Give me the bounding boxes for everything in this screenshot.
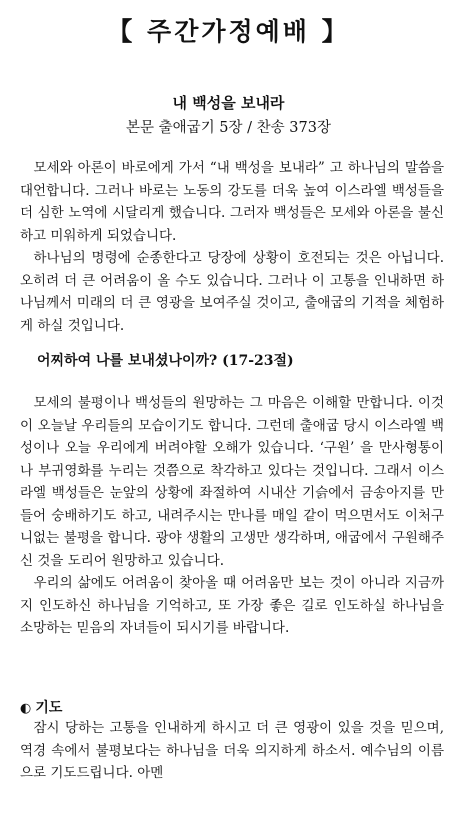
body-paragraph-1: 모세의 불평이나 백성들의 원망하는 그 마음은 이해할 만합니다. 이것이 오늘날 우리들의 모습이기도 합니다. 그런데 출애굽 당시 이스라엘 백성이나 오늘 우리에게 버려야할 오해가 있습니다. ‘구원’ 을 만사형통이나 부귀영화를 누리는 것쯤으로 착각하고 있다는 것입니다. 그래서 이스라엘 백성들은 눈앞의 상황에 좌절하여 시내산 기슭에서 금송아지를 만들어 숭배하기도 하고, 내려주시는 만나를 매일 같이 먹으면서도 이처구니없는 불평을 합니다. 광야 생활의 고생만 생각하며, 애굽에서 구원해주신 것을 도리어 원망하고 있습니다.	[20, 395, 444, 569]
prayer-section	[20, 717, 444, 785]
intro-paragraph-2: 하나님의 명령에 순종한다고 당장에 상황이 호전되는 것은 아닙니다. 오히려 더 큰 어려움이 올 수도 있습니다. 그러나 이 고통을 인내하면 하나님께서 미래의 더 큰 영광을 보여주실 것이고, 출애굽의 기적을 체험하게 하실 것입니다.	[20, 250, 444, 334]
prayer-heading-label: 기도	[35, 700, 63, 716]
intro-paragraph-1: 모세와 아론이 바로에게 가서 “내 백성을 보내라” 고 하나님의 말씀을 대언합니다. 그러나 바로는 노동의 강도를 더욱 높여 이스라엘 백성들을 더 심한 노역에 시달리게 했습니다. 그러자 백성들은 모세와 아론을 불신하고 미워하게 되었습니다.	[20, 160, 444, 244]
body-section	[20, 392, 444, 640]
intro-section	[20, 157, 444, 337]
body-paragraph-2: 우리의 삶에도 어려움이 찾아올 때 어려움만 보는 것이 아니라 지금까지 인도하신 하나님을 기억하고, 또 가장 좋은 길로 인도하실 하나님을 소망하는 믿음의 자녀들이 되시기를 바랍니다.	[20, 575, 444, 636]
section-heading: 어찌하여 나를 보내셨나이까? (17-23절)	[37, 353, 294, 369]
prayer-text: 잠시 당하는 고통을 인내하게 하시고 더 큰 영광이 있을 것을 믿으며, 역경 속에서 불평보다는 하나님을 더욱 의지하게 하소서. 예수님의 이름으로 기도드립니다. 아멘	[20, 720, 444, 781]
prayer-heading	[20, 697, 62, 717]
half-circle-icon: ◐	[20, 701, 32, 716]
page-title: 【 주간가정예배 】	[107, 17, 350, 46]
scripture-reference: 본문 출애굽기 5장 / 찬송 373장	[126, 120, 331, 136]
sermon-title: 내 백성을 보내라	[172, 94, 285, 112]
